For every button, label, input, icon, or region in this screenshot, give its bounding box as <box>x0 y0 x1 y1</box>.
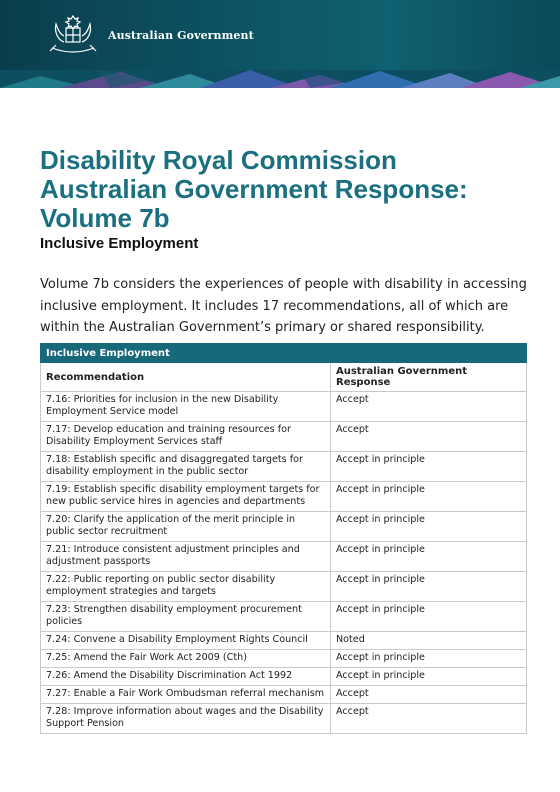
table-caption-row <box>41 344 527 363</box>
org-name: Australian Government <box>108 29 254 42</box>
title-line: Volume 7b <box>40 203 170 233</box>
recommendation-cell: 7.16: Priorities for inclusion in the new Disability Employment Service model <box>41 392 331 422</box>
recommendation-cell: 7.27: Enable a Fair Work Ombudsman referral mechanism <box>41 686 331 704</box>
table-row <box>41 632 527 650</box>
table-row <box>41 392 527 422</box>
recommendation-cell: 7.18: Establish specific and disaggregated targets for disability employment in the public sector <box>41 452 331 482</box>
recommendation-cell: 7.26: Amend the Disability Discrimination Act 1992 <box>41 668 331 686</box>
recommendation-cell: 7.28: Improve information about wages and the Disability Support Pension <box>41 704 331 734</box>
column-header-response: Australian Government Response <box>331 363 527 392</box>
table-caption: Inclusive Employment <box>41 344 527 363</box>
response-cell: Accept in principle <box>331 650 527 668</box>
recommendation-cell: 7.23: Strengthen disability employment procurement policies <box>41 602 331 632</box>
response-cell: Noted <box>331 632 527 650</box>
table-row <box>41 686 527 704</box>
header-banner <box>0 0 560 88</box>
table-row <box>41 704 527 734</box>
table-row <box>41 452 527 482</box>
recommendations-table-container <box>40 343 526 734</box>
table-row <box>41 602 527 632</box>
table-row <box>41 668 527 686</box>
recommendation-cell: 7.21: Introduce consistent adjustment principles and adjustment passports <box>41 542 331 572</box>
response-cell: Accept in principle <box>331 572 527 602</box>
page-title <box>40 146 530 233</box>
table-row <box>41 482 527 512</box>
title-line: Australian Government Response: <box>40 174 468 204</box>
intro-paragraph: Volume 7b considers the experiences of people with disability in accessing inclusive employment. It includes 17 recommendations, all of which are within the Australian Government’s primary or shared responsibility. <box>40 277 527 335</box>
recommendations-table <box>40 343 527 734</box>
response-cell: Accept in principle <box>331 602 527 632</box>
recommendation-cell: 7.24: Convene a Disability Employment Rights Council <box>41 632 331 650</box>
decorative-strip <box>0 70 560 88</box>
table-row <box>41 650 527 668</box>
response-cell: Accept in principle <box>331 512 527 542</box>
response-cell: Accept in principle <box>331 452 527 482</box>
response-cell: Accept in principle <box>331 668 527 686</box>
recommendation-cell: 7.22: Public reporting on public sector disability employment strategies and targets <box>41 572 331 602</box>
recommendation-cell: 7.17: Develop education and training resources for Disability Employment Services staff <box>41 422 331 452</box>
table-header-row <box>41 363 527 392</box>
table-row <box>41 542 527 572</box>
response-cell: Accept <box>331 686 527 704</box>
response-cell: Accept <box>331 392 527 422</box>
title-line: Disability Royal Commission <box>40 145 397 175</box>
table-row <box>41 422 527 452</box>
coat-of-arms-icon <box>44 12 102 56</box>
column-header-recommendation: Recommendation <box>41 363 331 392</box>
response-cell: Accept <box>331 422 527 452</box>
response-cell: Accept in principle <box>331 542 527 572</box>
page-subtitle: Inclusive Employment <box>40 235 199 252</box>
response-cell: Accept <box>331 704 527 734</box>
recommendation-cell: 7.19: Establish specific disability employment targets for new public service hires in agencies and departments <box>41 482 331 512</box>
response-cell: Accept in principle <box>331 482 527 512</box>
recommendation-cell: 7.25: Amend the Fair Work Act 2009 (Cth) <box>41 650 331 668</box>
table-row <box>41 512 527 542</box>
recommendation-cell: 7.20: Clarify the application of the merit principle in public sector recruitment <box>41 512 331 542</box>
table-row <box>41 572 527 602</box>
